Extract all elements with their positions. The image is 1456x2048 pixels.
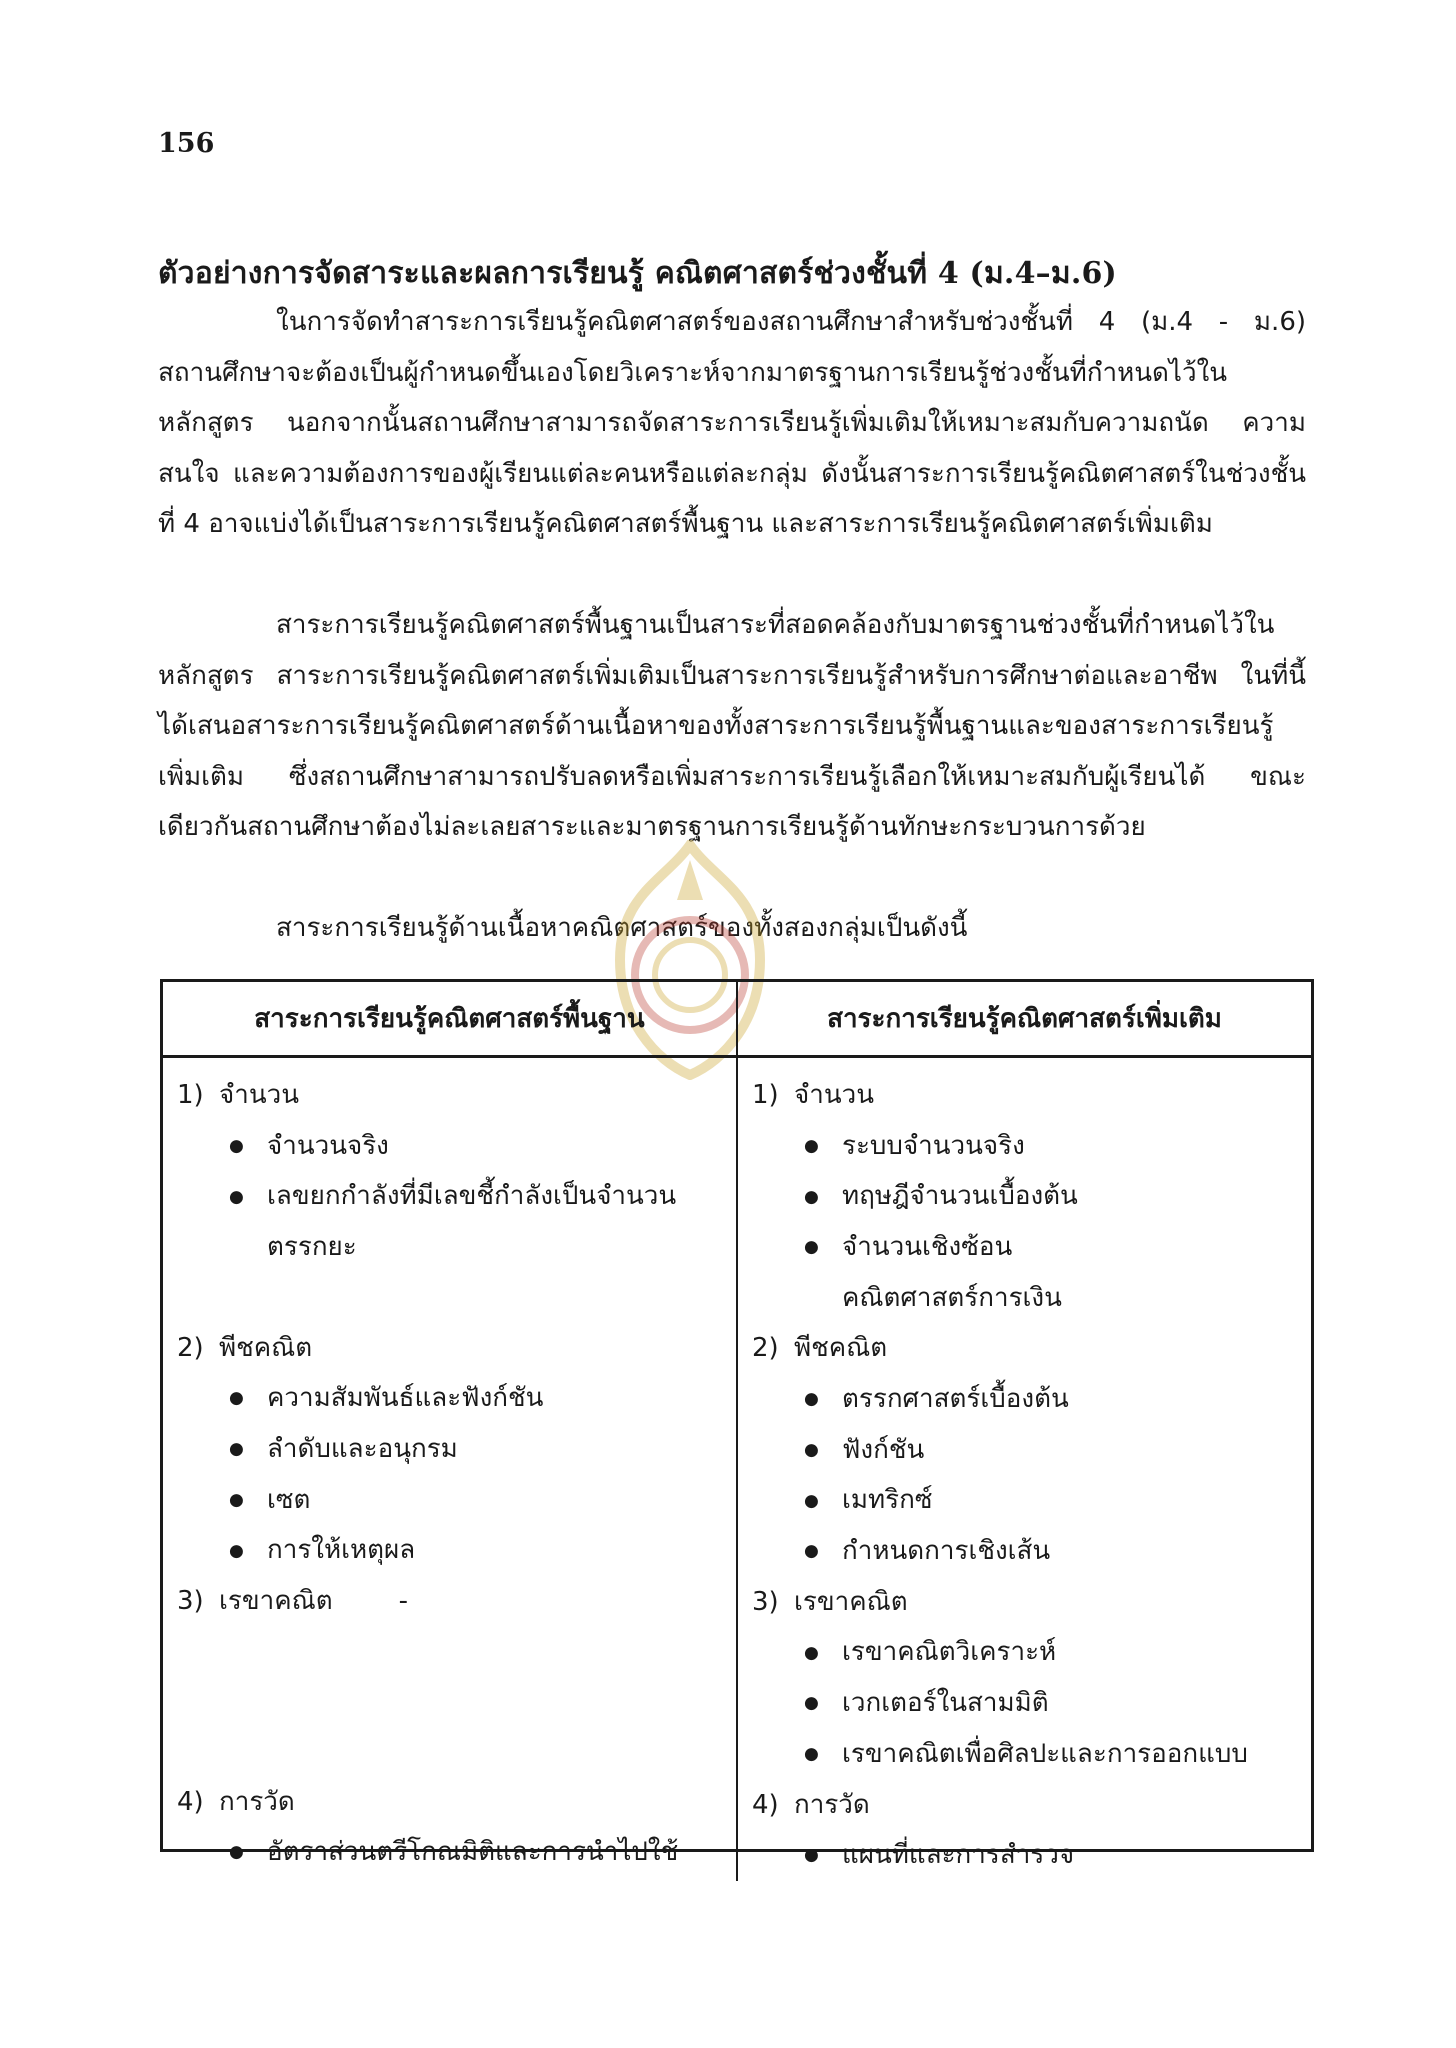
- section-number: 4): [177, 1786, 204, 1817]
- section-number: 4): [752, 1789, 779, 1820]
- table-intro-paragraph: [158, 903, 1306, 954]
- bullet-icon: [804, 1171, 842, 1222]
- header-basic: สาระการเรียนรู้คณิตศาสตร์พื้นฐาน: [254, 1004, 645, 1034]
- list-item: ● เวกเตอร์ในสามมิติ: [752, 1678, 1297, 1729]
- bullet-icon: [229, 1171, 267, 1222]
- page-title: ตัวอย่างการจัดสาระและผลการเรียนรู้ คณิตศาสตร์ช่วงชั้นที่ 4 (ม.4–ม.6): [158, 256, 1117, 291]
- list-item: ● ทฤษฎีจำนวนเบื้องต้น: [752, 1171, 1297, 1222]
- paragraph-2: สาระการเรียนรู้คณิตศาสตร์พื้นฐานเป็นสาระที่สอดคล้องกับมาตรฐานช่วงชั้นที่กำหนดไว้ในหลักสูตร สาระการเรียนรู้คณิตศาสตร์เพิ่มเติมเป็นสาระการเรียนรู้สำหรับการศึกษาต่อและอาชีพ ในที่นี้ได้เสนอสาระการเรียนรู้คณิตศาสตร์ด้านเนื้อหาของทั้งสาระการเรียนรู้พื้นฐานและของสาระการเรียนรู้เพิ่มเติม ซึ่งสถานศึกษาสามารถปรับลดหรือเพิ่มสาระการเรียนรู้เลือกให้เหมาะสมกับผู้เรียนได้ ขณะเดียวกันสถานศึกษาต้องไม่ละเลยสาระและมาตรฐานการเรียนรู้ด้านทักษะกระบวนการด้วย: [158, 610, 1306, 842]
- intro-paragraph: [158, 297, 1306, 550]
- paragraph-1: ในการจัดทำสาระการเรียนรู้คณิตศาสตร์ของสถานศึกษาสำหรับช่วงชั้นที่ 4 (ม.4 - ม.6) สถานศึกษาจะต้องเป็นผู้กำหนดขึ้นเองโดยวิเคราะห์จากมาตรฐานการเรียนรู้ช่วงชั้นที่กำหนดไว้ในหลักสูตร นอกจากนั้นสถานศึกษาสามารถจัดสาระการเรียนรู้เพิ่มเติมให้เหมาะสมกับความถนัด ความสนใจ และความต้องการของผู้เรียนแต่ละคนหรือแต่ละกลุ่ม ดังนั้นสาระการเรียนรู้คณิตศาสตร์ในช่วงชั้นที่ 4 อาจแบ่งได้เป็นสาระการเรียนรู้คณิตศาสตร์พื้นฐาน และสาระการเรียนรู้คณิตศาสตร์เพิ่มเติม: [158, 307, 1306, 539]
- list-item: ● ตรรกศาสตร์เบื้องต้น: [752, 1374, 1297, 1425]
- page-number: 156: [158, 128, 215, 159]
- bullet-icon: [804, 1425, 842, 1476]
- section-number: 3): [752, 1586, 779, 1617]
- basic-section-3: [177, 1576, 722, 1777]
- additional-column: [736, 1058, 1311, 1881]
- section-name: จำนวน: [219, 1080, 299, 1110]
- section-name: พีชคณิต: [794, 1333, 888, 1364]
- list-item: ● ฟังก์ชัน: [752, 1425, 1297, 1476]
- list-item: ● จำนวนจริง: [177, 1121, 722, 1172]
- list-item: ● เรขาคณิตเพื่อศิลปะและการออกแบบ: [752, 1729, 1297, 1780]
- section-name: การวัด: [219, 1786, 295, 1817]
- bullet-icon: [229, 1373, 267, 1424]
- list-item: ● ระบบจำนวนจริง: [752, 1121, 1297, 1172]
- section-number: 3): [177, 1586, 204, 1616]
- additional-section-2: [752, 1323, 1297, 1577]
- list-item-continuation: ตรรกยะ: [267, 1232, 357, 1262]
- basic-section-2: [177, 1323, 722, 1577]
- section-dash: -: [398, 1586, 409, 1616]
- bullet-icon: [804, 1475, 842, 1526]
- table-body: [163, 1058, 1311, 1881]
- section-name: เรขาคณิต: [794, 1586, 908, 1617]
- list-item: ● เมทริกซ์: [752, 1475, 1297, 1526]
- table-header: [163, 982, 1311, 1058]
- paragraph-3: สาระการเรียนรู้ด้านเนื้อหาคณิตศาสตร์ของทั้งสองกลุ่มเป็นดังนี้: [276, 913, 968, 943]
- list-item: ● จำนวนเชิงซ้อน: [752, 1222, 1297, 1273]
- content-paragraph: [158, 600, 1306, 853]
- section-name: เรขาคณิต: [219, 1586, 333, 1616]
- bullet-icon: [229, 1525, 267, 1576]
- bullet-icon: [804, 1374, 842, 1425]
- bullet-icon: [804, 1121, 842, 1172]
- basic-column: [163, 1058, 736, 1881]
- bullet-icon: [804, 1678, 842, 1729]
- section-number: 1): [752, 1080, 779, 1110]
- bullet-icon: [229, 1121, 267, 1172]
- bullet-icon: [804, 1729, 842, 1780]
- basic-section-4: [177, 1777, 722, 1878]
- bullet-icon: [804, 1627, 842, 1678]
- section-name: พีชคณิต: [219, 1332, 313, 1363]
- additional-section-4: [752, 1780, 1297, 1881]
- list-item: ● เซต: [177, 1475, 722, 1526]
- additional-section-1: [752, 1070, 1297, 1323]
- list-item: ● กำหนดการเชิงเส้น: [752, 1526, 1297, 1577]
- list-item: ● ลำดับและอนุกรม: [177, 1424, 722, 1475]
- list-item: ● ความสัมพันธ์และฟังก์ชัน: [177, 1373, 722, 1424]
- section-name: การวัด: [794, 1789, 870, 1820]
- bullet-icon: [804, 1830, 842, 1881]
- list-item: ● แผนที่และการสำรวจ: [752, 1830, 1297, 1881]
- section-number: 1): [177, 1080, 204, 1110]
- list-item: ● อัตราส่วนตรีโกณมิติและการนำไปใช้: [177, 1827, 722, 1878]
- bullet-icon: [804, 1222, 842, 1273]
- section-number: 2): [177, 1332, 204, 1363]
- list-item: ● การให้เหตุผล: [177, 1525, 722, 1576]
- header-additional: สาระการเรียนรู้คณิตศาสตร์เพิ่มเติม: [736, 982, 1311, 1055]
- bullet-icon: [229, 1424, 267, 1475]
- bullet-icon: [804, 1526, 842, 1577]
- section-number: 2): [752, 1333, 779, 1364]
- bullet-icon: [229, 1827, 267, 1878]
- content-table: [160, 979, 1314, 1870]
- additional-section-3: [752, 1577, 1297, 1780]
- list-item: ● เลขยกกำลังที่มีเลขชี้กำลังเป็นจำนวน: [177, 1171, 722, 1222]
- basic-section-1: [177, 1070, 722, 1323]
- section-name: จำนวน: [794, 1080, 874, 1110]
- list-item-continuation: คณิตศาสตร์การเงิน: [842, 1282, 1062, 1313]
- list-item: ● เรขาคณิตวิเคราะห์: [752, 1627, 1297, 1678]
- bullet-icon: [229, 1475, 267, 1526]
